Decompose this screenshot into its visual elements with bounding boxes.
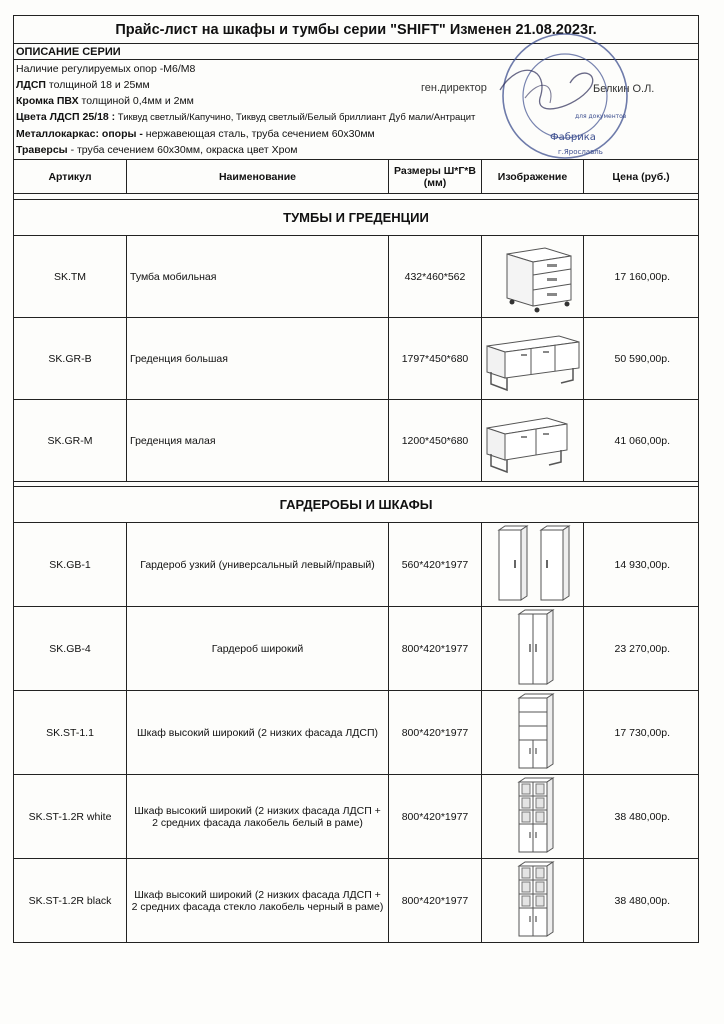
column-header-size: Размеры Ш*Г*В (мм) [389, 160, 482, 193]
product-image-cell [482, 318, 584, 399]
article-cell: SK.GR-M [14, 400, 127, 481]
price-list-sheet [13, 15, 699, 943]
section-heading: ТУМБЫ И ГРЕДЕНЦИИ [14, 199, 698, 236]
document-title: Прайс-лист на шкафы и тумбы серии "SHIFT" Изменен 21.08.2023г. [14, 16, 698, 44]
product-image-cell [482, 775, 584, 858]
product-image-cell [482, 859, 584, 942]
size-cell: 1797*450*680 [389, 318, 482, 399]
price-cell: 38 480,00р. [614, 894, 670, 907]
stamp-center-text: Фабрика [550, 132, 596, 143]
mobile-pedestal-icon [485, 238, 581, 316]
name-cell: Греденция малая [127, 400, 389, 481]
small-credenza-icon [483, 406, 583, 476]
wide-wardrobe-icon [485, 606, 581, 692]
section-heading: ГАРДЕРОБЫ И ШКАФЫ [14, 486, 698, 523]
size-cell: 1200*450*680 [389, 400, 482, 481]
stamp-left-text: ген.директор [421, 82, 487, 94]
size-cell: 800*420*1977 [389, 607, 482, 690]
article-cell: SK.ST-1.1 [14, 691, 127, 774]
size-cell: 800*420*1977 [389, 691, 482, 774]
tall-cabinet-icon [485, 690, 581, 776]
table-row [14, 236, 698, 318]
narrow-wardrobe-icon [485, 522, 581, 608]
size-cell: 800*420*1977 [389, 859, 482, 942]
large-credenza-icon [483, 324, 583, 394]
name-cell: Греденция большая [127, 318, 389, 399]
column-header-price: Цена (руб.) [612, 170, 670, 183]
price-cell: 41 060,00р. [614, 434, 670, 447]
glass-cabinet-black-icon [485, 858, 581, 944]
product-image-cell [482, 607, 584, 690]
table-row [14, 691, 698, 775]
table-row [14, 859, 698, 943]
article-cell: SK.ST-1.2R black [14, 859, 127, 942]
article-cell: SK.ST-1.2R white [14, 775, 127, 858]
column-header-image: Изображение [482, 160, 584, 193]
column-header-article: Артикул [14, 160, 127, 193]
name-cell: Шкаф высокий широкий (2 низких фасада ЛДСП + 2 средних фасада лакобель белый в раме) [127, 775, 389, 858]
table-row [14, 400, 698, 482]
article-cell: SK.GR-B [14, 318, 127, 399]
article-cell: SK.GB-1 [14, 523, 127, 606]
size-cell: 800*420*1977 [389, 775, 482, 858]
price-cell: 38 480,00р. [614, 810, 670, 823]
name-cell: Гардероб узкий (универсальный левый/правый) [127, 523, 389, 606]
edge-line: Кромка ПВХ толщиной 0,4мм и 2мм [16, 95, 194, 107]
name-cell: Гардероб широкий [127, 607, 389, 690]
table-row [14, 523, 698, 607]
series-description [14, 60, 698, 160]
table-row [14, 318, 698, 400]
glass-cabinet-white-icon [485, 774, 581, 860]
product-image-cell [482, 400, 584, 481]
article-cell: SK.TM [14, 236, 127, 317]
price-table-body [14, 199, 698, 943]
table-row [14, 775, 698, 859]
name-cell: Шкаф высокий широкий (2 низких фасада ЛДСП) [127, 691, 389, 774]
product-image-cell [482, 523, 584, 606]
series-description-heading: ОПИСАНИЕ СЕРИИ [14, 44, 698, 60]
price-cell: 14 930,00р. [614, 558, 670, 571]
size-cell: 432*460*562 [389, 236, 482, 317]
supports-line: Наличие регулируемых опор -М6/М8 [16, 63, 196, 75]
frame-line: Металлокаркас: опоры - нержавеющая сталь, труба сечением 60х30мм [16, 128, 375, 140]
stamp-right-text: Белкин О.Л. [593, 83, 655, 95]
table-row [14, 607, 698, 691]
traverse-line: Траверсы - труба сечением 60х30мм, окраска цвет Хром [16, 144, 298, 156]
price-cell: 17 160,00р. [614, 270, 670, 283]
product-image-cell [482, 691, 584, 774]
ldsp-line: ЛДСП толщиной 18 и 25мм [16, 79, 150, 91]
product-image-cell [482, 236, 584, 317]
price-cell: 23 270,00р. [614, 642, 670, 655]
price-cell: 50 590,00р. [614, 352, 670, 365]
column-header-row [14, 160, 698, 194]
stamp-lower-text: для документов [575, 113, 627, 120]
stamp-city-text: г.Ярославль [558, 148, 603, 156]
price-cell: 17 730,00р. [614, 726, 670, 739]
size-cell: 560*420*1977 [389, 523, 482, 606]
colors-line: Цвета ЛДСП 25/18 : Тиквуд светлый/Капучино, Тиквуд светлый/Белый бриллиант Дуб мали/Антрацит [16, 111, 476, 123]
name-cell: Тумба мобильная [127, 236, 389, 317]
article-cell: SK.GB-4 [14, 607, 127, 690]
column-header-name: Наименование [127, 160, 389, 193]
name-cell: Шкаф высокий широкий (2 низких фасада ЛДСП + 2 средних фасада стекло лакобель черный в раме) [127, 859, 389, 942]
